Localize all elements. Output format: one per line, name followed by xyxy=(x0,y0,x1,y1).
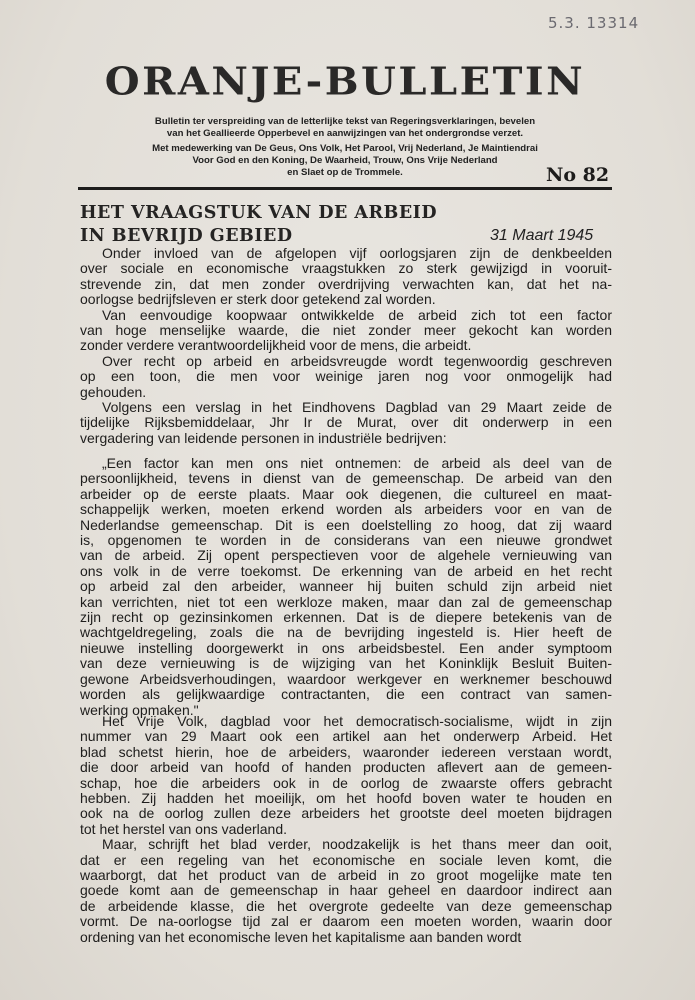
subtitle-line: van het Geallieerde Opperbevel en aanwijzingen van het ondergrondse verzet. xyxy=(166,128,524,139)
text-line: Van eenvoudige koopwaar ontwikkelde de arbeid zich tot een factor xyxy=(102,307,612,323)
text-line: ook na de oorlog zullen deze arbeiders het grootste deel moeten bijdragen xyxy=(80,806,612,822)
article-heading: IN BEVRIJD GEBIED xyxy=(80,226,293,246)
text-line: Nederlandse gemeenschap. Dit is een doelstelling zo hoog, dat zij waard xyxy=(80,517,612,533)
header-divider xyxy=(78,187,612,190)
text-line: gewone Arbeidsverhoudingen, waardoor werkgever en werknemer beschouwd xyxy=(80,671,612,687)
text-line: van hoge menselijke waarde, die niet zonder meer gekocht kan worden xyxy=(80,323,612,339)
text-line: Onder invloed van de afgelopen vijf oorlogsjaren zijn de denkbeelden xyxy=(102,246,612,261)
credits-line: Met medewerking van De Geus, Ons Volk, Het Parool, Vrij Nederland, Je Maintiendrai xyxy=(152,143,538,154)
text-line: strevende zin, dat men zonder overdrijving verwachten kan, dat het na- xyxy=(80,276,612,292)
text-line: Over recht op arbeid en arbeidsvreugde wordt tegenwoordig geschreven xyxy=(102,353,612,369)
text-line: Maar, schrijft het blad verder, noodzakelijk is het thans meer dan ooit, xyxy=(102,837,612,853)
text-line: Het Vrije Volk, dagblad voor het democratisch-socialisme, wijdt in zijn xyxy=(102,714,612,729)
text-line: vergadering van leidende personen in industriële bedrijven: xyxy=(80,430,447,446)
text-line: arbeider op de eerste plaats. Maar ook diegenen, die cultureel en maat- xyxy=(80,486,612,502)
text-line: persoonlijkheid, tevens in dienst van de gemeenschap. De arbeid van den xyxy=(80,471,612,487)
text-line: dat er een regeling van het economische en sociale leven komt, die xyxy=(80,852,612,868)
text-line: is, opgenomen te worden in de considerans van een nieuwe grondwet xyxy=(80,533,612,549)
subtitle xyxy=(100,116,590,140)
text-line: vormt. De na-oorlogse tijd zal er daarom een moeten worden, waarin door xyxy=(80,914,612,930)
subtitle-line: Bulletin ter verspreiding van de letterlijke tekst van Regeringsverklaringen, bevelen xyxy=(154,116,536,127)
archive-number: 5.3. 13314 xyxy=(548,14,640,32)
intro-section xyxy=(80,246,612,446)
text-line: werking opmaken." xyxy=(80,702,199,718)
text-line: tot het herstel van ons vaderland. xyxy=(80,821,288,837)
article-date: 31 Maart 1945 xyxy=(490,227,594,244)
text-line: „Een factor kan men ons niet ontnemen: de arbeid als deel van de xyxy=(102,456,612,471)
text-line: op een toon, die men voor weinige jaren nog voor onmogelijk had xyxy=(80,369,612,385)
text-line: gehouden. xyxy=(80,384,147,400)
text-line: Volgens een verslag in het Eindhovens Dagblad van 29 Maart zeide de xyxy=(102,400,612,416)
text-line: kan verrichten, niet tot een werkloze maken, maar dan zal de gemeenschap xyxy=(80,594,612,610)
text-line: schappelijk werken, moeten erkend worden als arbeiders voor en van de xyxy=(80,502,612,518)
text-line: waarborgt, dat het product van de arbeid in zo groot mogelijke mate ten xyxy=(80,868,612,884)
text-line: tijdelijke Rijksbemiddelaar, Jhr Ir de Murat, over dit onderwerp in een xyxy=(80,415,612,431)
text-line: hebben. Zij hadden het moeilijk, om het hoofd boven water te houden en xyxy=(80,791,612,807)
article-heading: HET VRAAGSTUK VAN DE ARBEID xyxy=(80,203,438,223)
text-line: over sociale en economische vraagstukken zo sterk gewijzigd in vooruit- xyxy=(80,261,612,277)
text-line: oorlogse bedrijfsleven er sterk door getekend zal worden. xyxy=(80,292,436,308)
text-line: goede komt aan de gemeenschap in haar geheel en daardoor indirect aan xyxy=(80,883,612,899)
text-line: ordening van het economische leven het kapitalisme aan banden wordt xyxy=(80,929,522,945)
masthead-title: ORANJE-BULLETIN xyxy=(104,59,586,104)
text-line: ons volk in de verre toekomst. De erkenning van de arbeid en het recht xyxy=(80,563,612,579)
text-line: de arbeidende klasse, die het overgrote gedeelte van deze gemeenschap xyxy=(80,898,612,914)
text-line: nummer van 29 Maart ook een artikel aan het onderwerp Arbeid. Het xyxy=(80,729,612,745)
text-line: van de arbeid. Zij opent perspectieven voor de algehele vernieuwing van xyxy=(80,548,612,564)
issue-number: No 82 xyxy=(546,164,610,186)
text-line: nieuwe instelling doorgewerkt in ons arbeidsbestel. Een ander symptoom xyxy=(80,640,612,656)
text-line: schap, hoe die arbeiders ook in de oorlog de zwaarste offers gebracht xyxy=(80,775,612,791)
quote-section xyxy=(80,456,612,718)
closing-section xyxy=(80,714,612,945)
text-line: op arbeid zal den arbeider, wanneer hij buiten schuld zijn arbeid niet xyxy=(80,579,612,595)
text-line: blad schetst hierin, hoe de arbeiders, waaronder iedereen verstaan wordt, xyxy=(80,744,612,760)
text-line: die door arbeid van hoofd of handen producten aflevert aan de gemeen- xyxy=(80,760,612,776)
text-line: van deze vernieuwing is de wijziging van het Koninklijk Besluit Buiten- xyxy=(80,656,612,672)
credits-line: Voor God en den Koning, De Waarheid, Trouw, Ons Vrije Nederland xyxy=(192,155,498,166)
cooperation-credits xyxy=(100,143,590,179)
text-line: worden als gelijkwaardige contractanten, die een contract van samen- xyxy=(80,687,612,703)
credits-line: en Slaet op de Trommele. xyxy=(287,167,403,178)
text-line: zonder verdere verantwoordelijkheid voor de mens, die arbeidt. xyxy=(80,338,472,354)
text-line: zijn recht op gezinsinkomen erkennen. Dat is de diepere betekenis van de xyxy=(80,610,612,626)
text-line: wachtgeldregeling, zoals die na de bevrijding ingesteld is. Hier heeft de xyxy=(80,625,612,641)
